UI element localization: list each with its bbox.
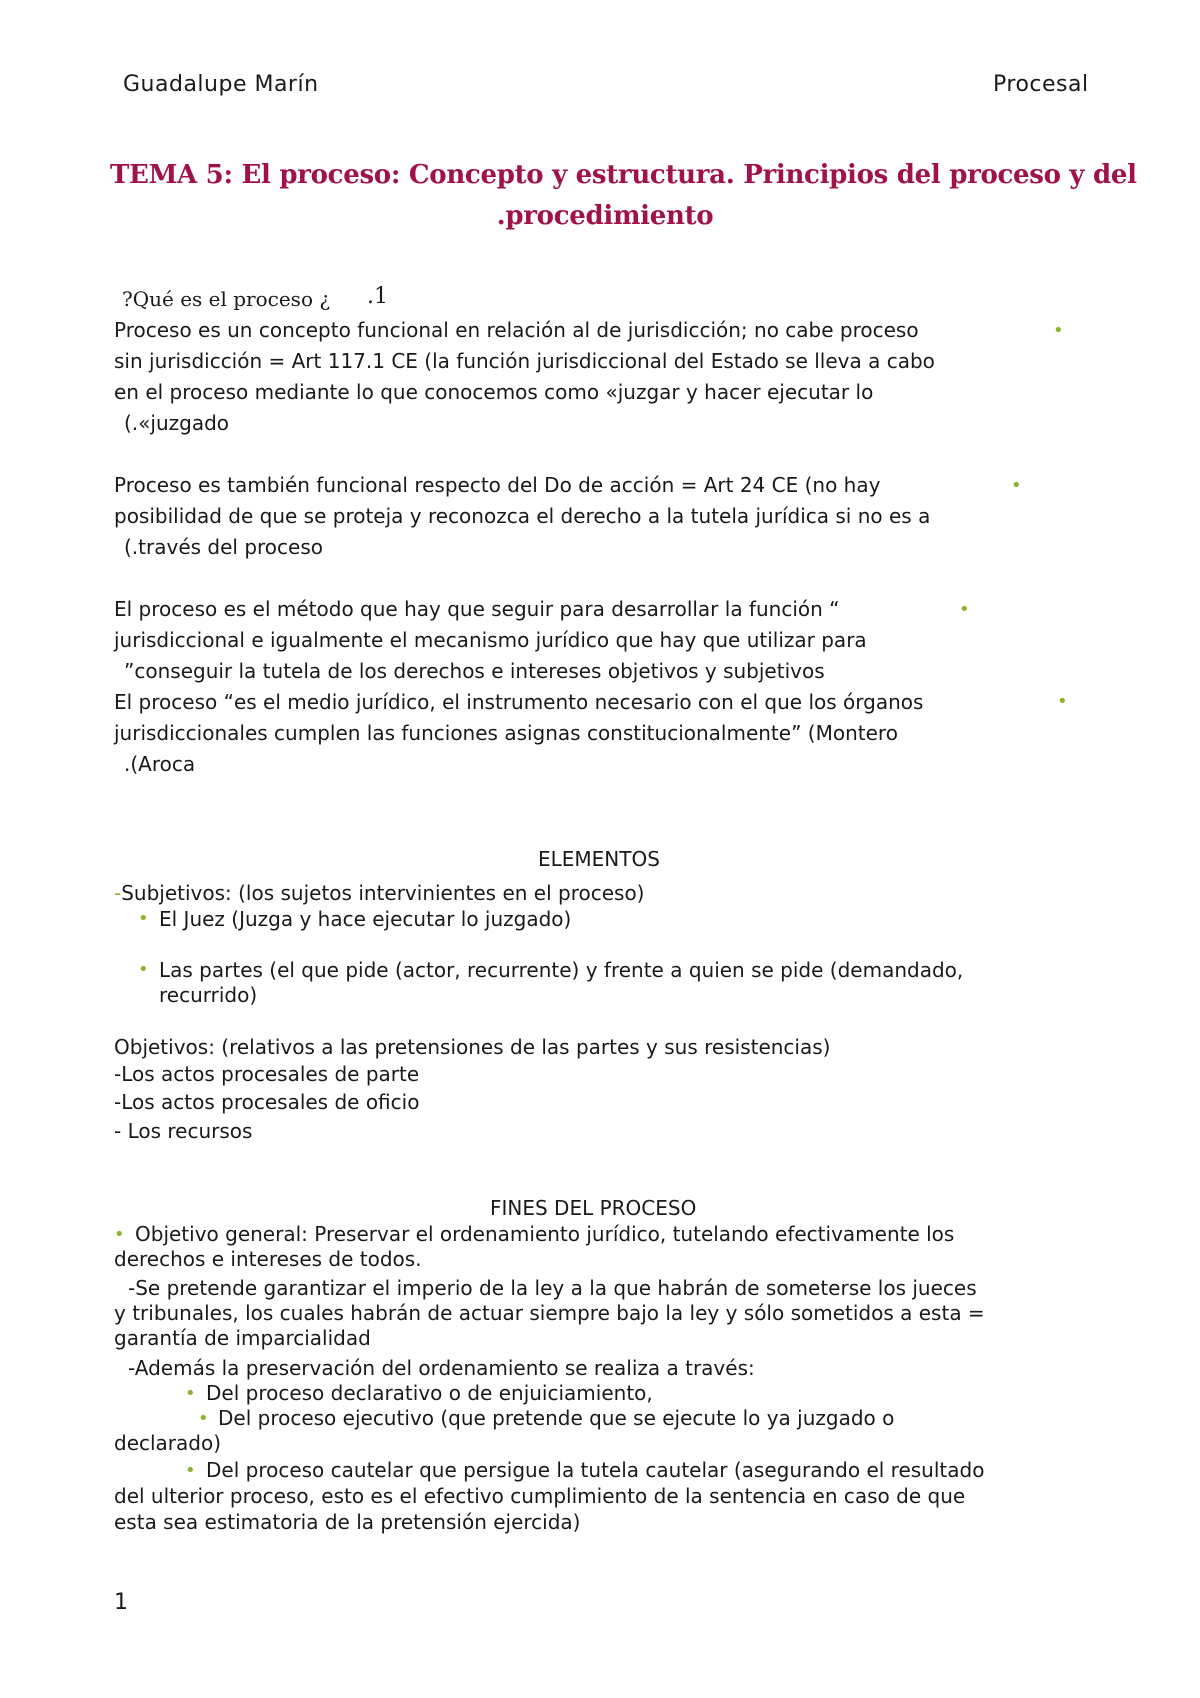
bullet-3-line-2: jurisdiccional e igualmente el mecanismo jurídico que hay que utilizar para <box>114 628 867 652</box>
document-title-line2: .procedimiento <box>496 201 714 231</box>
section-heading-text: ?Qué es el proceso ¿ <box>122 287 331 311</box>
objetivos-line: Objetivos: (relativos a las pretensiones de las partes y sus resistencias) <box>114 1035 831 1059</box>
declarativo-item: Del proceso declarativo o de enjuiciamiento, <box>206 1381 653 1405</box>
bullet-icon: • <box>114 1224 125 1245</box>
actos-oficio-line: -Los actos procesales de oficio <box>114 1090 420 1114</box>
ejecutivo-item-line-2: declarado) <box>114 1431 222 1455</box>
juez-item: El Juez (Juzga y hace ejecutar lo juzgado) <box>159 907 572 931</box>
elementos-heading: ELEMENTOS <box>538 847 660 871</box>
bullet-icon: • <box>138 908 149 929</box>
bullet-3-line-1: El proceso es el método que hay que seguir para desarrollar la función “ <box>114 597 840 621</box>
bullet-icon: • <box>959 599 970 620</box>
section-heading-number: .1 <box>367 284 388 309</box>
subjetivos-text: Subjetivos: (los sujetos intervinientes en el proceso) <box>121 881 645 905</box>
objetivo-general-line-2: derechos e intereses de todos. <box>114 1247 422 1271</box>
fines-heading: FINES DEL PROCESO <box>490 1196 697 1220</box>
document-title-line1: TEMA 5: El proceso: Concepto y estructura. Principios del proceso y del <box>110 160 1137 190</box>
bullet-1-line-1: Proceso es un concepto funcional en relación al de jurisdicción; no cabe proceso <box>114 318 919 342</box>
bullet-4-line-3: .(Aroca <box>124 752 196 776</box>
bullet-4-line-1: El proceso “es el medio jurídico, el instrumento necesario con el que los órganos <box>114 690 924 714</box>
cautelar-item-line-2: del ulterior proceso, esto es el efectivo cumplimiento de la sentencia en caso de que <box>114 1484 966 1508</box>
bullet-icon: • <box>185 1460 196 1481</box>
pretende-line-3: garantía de imparcialidad <box>114 1326 371 1350</box>
header-subject: Procesal <box>993 72 1089 97</box>
bullet-1-line-2: sin jurisdicción = Art 117.1 CE (la función jurisdiccional del Estado se lleva a cabo <box>114 349 935 373</box>
objetivo-general-line-1: Objetivo general: Preservar el ordenamiento jurídico, tutelando efectivamente los <box>135 1222 955 1246</box>
bullet-1-line-3: en el proceso mediante lo que conocemos como «juzgar y hacer ejecutar lo <box>114 380 874 404</box>
bullet-2-line-2: posibilidad de que se proteja y reconozca el derecho a la tutela jurídica si no es a <box>114 504 931 528</box>
bullet-3-line-3: ”conseguir la tutela de los derechos e intereses objetivos y subjetivos <box>124 659 825 683</box>
header-author: Guadalupe Marín <box>123 72 319 97</box>
cautelar-item-line-3: esta sea estimatoria de la pretensión ejercida) <box>114 1510 581 1534</box>
pretende-line-1: -Se pretende garantizar el imperio de la ley a la que habrán de someterse los jueces <box>128 1276 977 1300</box>
recursos-line: - Los recursos <box>114 1119 253 1143</box>
bullet-icon: • <box>138 959 149 980</box>
bullet-1-line-4: (.«juzgado <box>124 411 230 435</box>
ejecutivo-item-line-1: Del proceso ejecutivo (que pretende que se ejecute lo ya juzgado o <box>218 1406 895 1430</box>
actos-parte-line: -Los actos procesales de parte <box>114 1062 420 1086</box>
partes-item-line-2: recurrido) <box>159 983 258 1007</box>
bullet-icon: • <box>1011 475 1022 496</box>
bullet-4-line-2: jurisdiccionales cumplen las funciones asignas constitucionalmente” (Montero <box>114 721 898 745</box>
bullet-icon: • <box>1057 691 1068 712</box>
pretende-line-2: y tribunales, los cuales habrán de actuar siempre bajo la ley y sólo sometidos a esta = <box>114 1301 985 1325</box>
cautelar-item-line-1: Del proceso cautelar que persigue la tutela cautelar (asegurando el resultado <box>206 1458 985 1482</box>
bullet-icon: • <box>1053 320 1064 341</box>
subjetivos-line <box>114 881 644 905</box>
bullet-2-line-1: Proceso es también funcional respecto del Do de acción = Art 24 CE (no hay <box>114 473 881 497</box>
partes-item-line-1: Las partes (el que pide (actor, recurrente) y frente a quien se pide (demandado, <box>159 958 964 982</box>
bullet-icon: • <box>198 1408 209 1429</box>
page-number: 1 <box>114 1590 128 1615</box>
bullet-icon: • <box>185 1383 196 1404</box>
dash-marker: - <box>114 881 122 905</box>
ademas-line: -Además la preservación del ordenamiento se realiza a través: <box>128 1356 755 1380</box>
bullet-2-line-3: (.través del proceso <box>124 535 323 559</box>
